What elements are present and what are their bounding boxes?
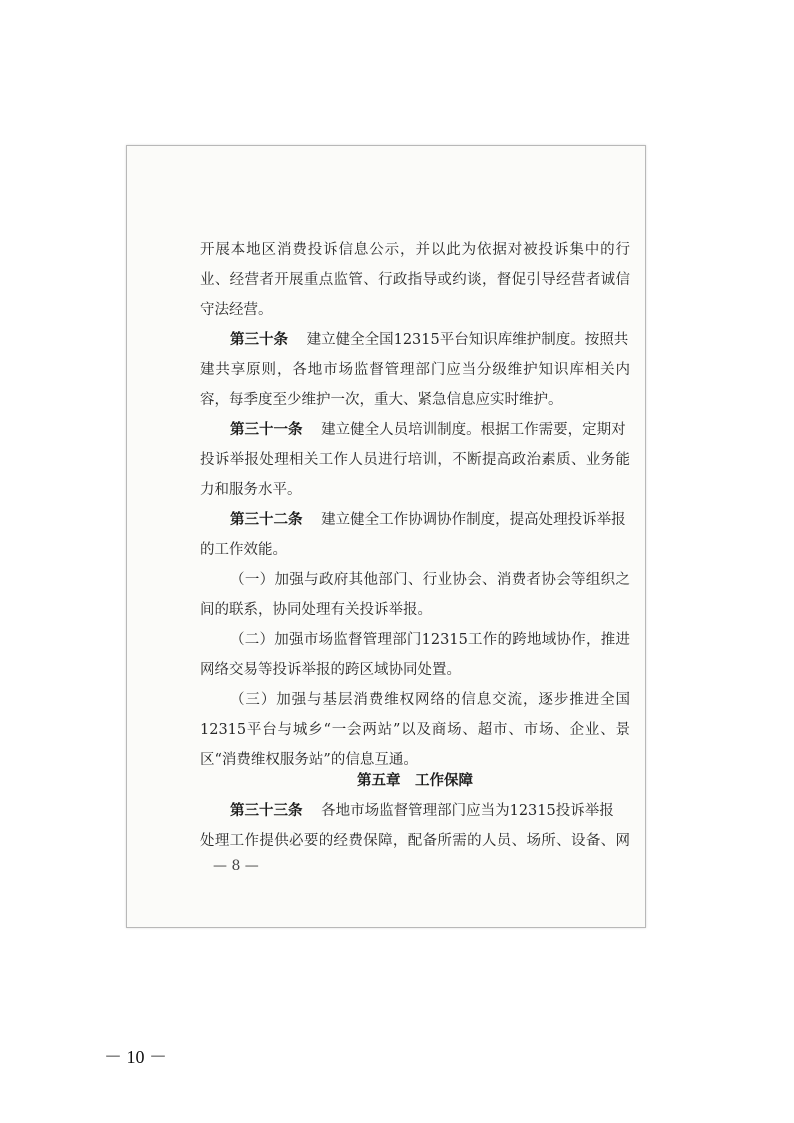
article-30-text: 建立健全全国12315平台知识库维护制度。按照共: [306, 332, 629, 348]
item-3: （三）加强与基层消费维权网络的信息交流，逐步推进全国: [230, 692, 630, 708]
body-line: 开展本地区消费投诉信息公示，并以此为依据对被投诉集中的行: [200, 242, 630, 258]
article-33-text: 各地市场监督管理部门应当为12315投诉举报: [321, 803, 614, 819]
item-2: （二）加强市场监督管理部门12315工作的跨地域协作，推进: [230, 632, 630, 648]
chapter-heading: 第五章 工作保障: [357, 773, 473, 789]
outer-page-number: － 10 －: [104, 1047, 167, 1067]
body-line: 的工作效能。: [200, 542, 287, 558]
article-30-title: 第三十条: [230, 332, 288, 348]
body-line: 守法经营。: [200, 302, 273, 318]
article-30: [230, 328, 628, 352]
body-line: 业、经营者开展重点监管、行政指导或约谈，督促引导经营者诚信: [200, 272, 630, 288]
article-32-title: 第三十二条: [230, 512, 303, 528]
article-33-title: 第三十三条: [230, 803, 303, 819]
body-line: 间的联系，协同处理有关投诉举报。: [200, 602, 432, 618]
body-line: 网络交易等投诉举报的跨区域协同处置。: [200, 662, 461, 678]
article-32: [230, 508, 626, 532]
body-line: 12315平台与城乡“一会两站”以及商场、超市、市场、企业、景: [200, 722, 630, 738]
article-32-text: 建立健全工作协调协作制度，提高处理投诉举报: [321, 512, 626, 528]
article-33: [230, 799, 614, 823]
article-31-title: 第三十一条: [230, 422, 303, 438]
body-line: 容，每季度至少维护一次，重大、紧急信息应实时维护。: [200, 392, 563, 408]
article-31-text: 建立健全人员培训制度。根据工作需要，定期对: [321, 422, 626, 438]
body-line: 处理工作提供必要的经费保障，配备所需的人员、场所、设备、网: [200, 833, 630, 849]
body-line: 投诉举报处理相关工作人员进行培训，不断提高政治素质、业务能: [200, 452, 630, 468]
article-31: [230, 418, 626, 442]
body-line: 建共享原则，各地市场监督管理部门应当分级维护知识库相关内: [200, 362, 630, 378]
body-line: 区“消费维权服务站”的信息互通。: [200, 752, 418, 768]
item-1: （一）加强与政府其他部门、行业协会、消费者协会等组织之: [230, 572, 630, 588]
inner-page-number: — 8 —: [213, 858, 259, 874]
body-line: 力和服务水平。: [200, 482, 302, 498]
